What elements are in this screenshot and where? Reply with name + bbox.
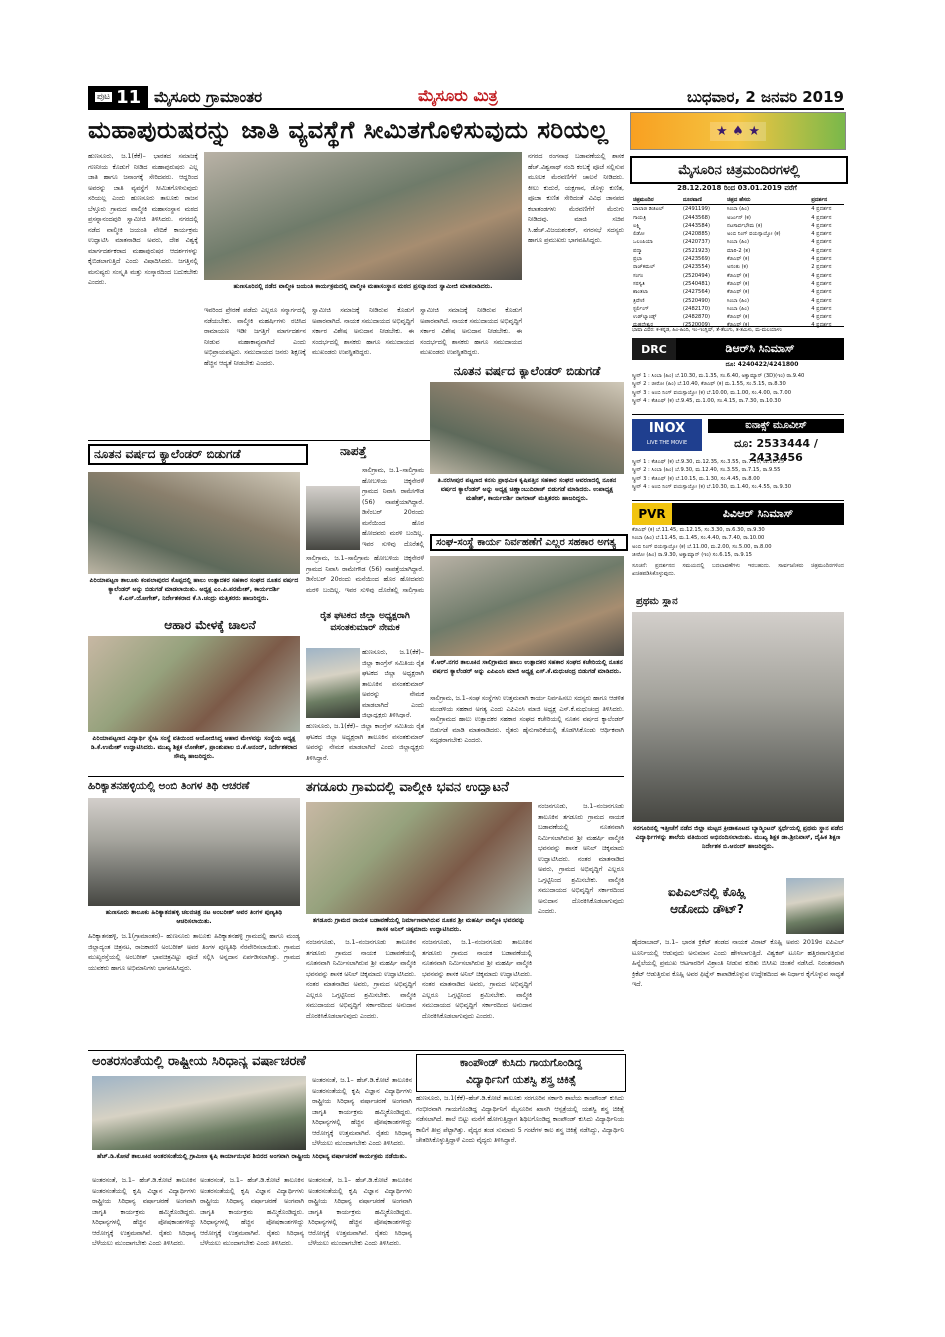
cinema-cell: ಕೆಜಿಎಫ್ (ಕ) (727, 322, 750, 329)
lead-photo (204, 152, 522, 280)
drc-logo: DRC (632, 338, 676, 360)
inox-show-row: ಸ್ಕ್ರೀನ್ 2 : ಸಿಂಬಾ (ಹಿಂ) ಬೆ.9.30, ಮ.12.40, ಸಂ.3.55, ರಾ.7.15, ರಾ.9.55 (632, 467, 781, 474)
ambedkar-text: ಹಿರಿಕ್ಯಾತನಹಳ್ಳಿ, ಜ.1(ಗ್ರಾಮಾಂತರ)– ಹುಣಸೂರು ತಾಲೂಕು ಹಿರಿಕ್ಯಾತನಹಳ್ಳಿ ಗ್ರಾಮದಲ್ಲಿ ಹಾಗೂ ಮಂಡ್ಯ ಜಿಲ್ಲಾದ್ಯಂತ ಚಿತ್ರನಟ, ರಾಜಕಾರಣಿ ಅಂಬರೀಶ್ ಅವರ ತಿಂಗಳ ಪುಣ್ಯತಿಥಿ ನೆರವೇರಿಸಲಾಯಿತು. ಗ್ರಾಮದ ಮುಖ್ಯರಸ್ತೆಯಲ್ಲಿ ಅಂಬರೀಶ್ ಭಾವಚಿತ್ರವಿಟ್ಟು ಪೂಜೆ ಸಲ್ಲಿಸಿ ಅನ್ನದಾನ ಏರ್ಪಡಿಸಲಾಗಿತ್ತು. ಗ್ರಾಮದ ಯುವಕರು ಹಾಗೂ ಅಭಿಮಾನಿಗಳು ಭಾಗವಹಿಸಿದ್ದರು. (88, 933, 300, 972)
feature-banner-art: ★ ♠ ★ (710, 122, 766, 141)
inox-logo-box (632, 419, 702, 451)
prathama-label: ಪ್ರಥಮ ಸ್ಥಾನ (636, 596, 678, 607)
compound-text: ಹುಣಸೂರು, ಜ.1(ಕೆಕೆ)–ಹೆಚ್.ಡಿ.ಕೋಟೆ ತಾಲೂಕು ಸರಗೂರಿನ ಸರ್ಕಾರಿ ಶಾಲೆಯ ಕಾಂಪೌಂಡ್ ಕುಸಿದು ಗಂಭೀರವಾಗಿ ಗಾಯಗೊಂಡಿದ್ದ ವಿದ್ಯಾರ್ಥಿನಿಗೆ ಮೈಸೂರಿನ ಖಾಸಗಿ ಆಸ್ಪತ್ರೆಯಲ್ಲಿ ಯಶಸ್ವಿ ಶಸ್ತ್ರ ಚಿಕಿತ್ಸೆ ನಡೆಸಲಾಗಿದೆ. ಶಾಲೆ ಬಿಟ್ಟು ಮನೆಗೆ ಹೋಗುತ್ತಿದ್ದಾಗ ಶಿಥಿಲಗೊಂಡಿದ್ದ ಕಾಂಪೌಂಡ್ ಕುಸಿದು ವಿದ್ಯಾರ್ಥಿನಿಯ ಕಾಲಿಗೆ ತೀವ್ರ ಪೆಟ್ಟಾಗಿತ್ತು. ವೈದ್ಯರ ತಂಡ ಸುಮಾರು 5 ಗಂಟೆಗಳ ಕಾಲ ಶಸ್ತ್ರ ಚಿಕಿತ್ಸೆ ನಡೆಸಿದ್ದು, ವಿದ್ಯಾರ್ಥಿನಿ ಚೇತರಿಸಿಕೊಳ್ಳುತ್ತಿದ್ದಾಳೆ ಎಂದು ವೈದ್ಯರು ತಿಳಿಸಿದ್ದಾರೆ. (416, 1095, 624, 1144)
header-rule (88, 108, 844, 110)
cinema-cell: 4 ಪ್ರದರ್ಶನ (811, 206, 832, 213)
issue-date: ಬುಧವಾರ, 2 ಜನವರಿ 2019 (687, 88, 844, 106)
cinema-cell: (2420737) (682, 239, 710, 246)
calendar-left-caption: ಪಿರಿಯಾಪಟ್ಟಣ ತಾಲೂಕು ಕಂಪಲಾಪುರದ ಕೊಪ್ಪದಲ್ಲಿ ಹಾಲು ಉತ್ಪಾದಕರ ಸಹಕಾರ ಸಂಘದ ನೂತನ ವರ್ಷದ ಕ್ಯಾಲೆಂಡರ್ ಅನ್ನು ಬಿಡುಗಡೆ ಮಾಡಲಾಯಿತು. ಅಧ್ಯಕ್ಷ ಎಂ.ಪಿ.ಪರಮೇಶ್, ಕಾರ್ಯದರ್ಶಿ ಕೆ.ಎಸ್.ಯೋಗೇಶ್, ನಿರ್ದೇಶಕರಾದ ಕೆ.ಸಿ.ಚಂದ್ರು ಮತ್ತಿತರರು ಹಾಜರಿದ್ದರು. (89, 577, 299, 602)
cinema-cell: ಕೆಜಿಎಫ್ (ಕ) (727, 272, 750, 279)
cinema-cell: ರಾಜ್‌ಕಮಲ್ (633, 264, 656, 271)
cinema-cell: (2420885) (682, 231, 710, 238)
valmiki-bhavana-headline: ತಗಡೂರು ಗ್ರಾಮದಲ್ಲಿ ವಾಲ್ಮೀಕಿ ಭವನ ಉದ್ಘಾಟನೆ (306, 780, 509, 795)
pvr-logo: PVR (632, 503, 672, 525)
cinema-row (632, 222, 844, 230)
sangha-headline: ಸಂಘ-ಸಂಸ್ಥೆ ಕಾರ್ಯ ನಿರ್ವಹಣೆಗೆ ಎಲ್ಲರ ಸಹಕಾರ ಅಗತ್ಯ (430, 534, 628, 551)
cinema-cell: 4 ಪ್ರದರ್ಶನ (811, 231, 832, 238)
cinema-cell: ಸಿಂಬಾ (ಹಿಂ) (727, 239, 749, 246)
drc-phone: ದೂ: 4240422/4241800 (725, 361, 799, 368)
valmiki-bhavana-text-2: ನಂಜನಗೂಡು, ಜ.1–ನಂಜನಗೂಡು ತಾಲೂಕಿನ ತಗಡೂರು ಗ್ರಾಮದ ನಾಯಕ ಬಡಾವಣೆಯಲ್ಲಿ ನೂತನವಾಗಿ ನಿರ್ಮಿಸಲಾಗಿರುವ ಶ್ರೀ ಮಹರ್ಷಿ ವಾಲ್ಮೀಕಿ ಭವನವನ್ನು ಶಾಸಕ ಅನಿಲ್ ಚಿಕ್ಕಮಾದು ಉದ್ಘಾಟಿಸಿದರು. ನಂತರ ಮಾತನಾಡಿದ ಅವರು, ಗ್ರಾಮದ ಅಭಿವೃದ್ಧಿಗೆ ಎಲ್ಲರೂ ಒಗ್ಗಟ್ಟಿನಿಂದ ಶ್ರಮಿಸಬೇಕು. ವಾಲ್ಮೀಕಿ ಸಮುದಾಯದ ಅಭಿವೃದ್ಧಿಗೆ ಸರ್ಕಾರದಿಂದ ಅನುದಾನ ದೊರಕಿಸಿಕೊಡಲಾಗುವುದು ಎಂದರು. (422, 939, 532, 1020)
inox-tagline: LIVE THE MOVIE (646, 440, 688, 446)
siridhanya-text-1: ಅಂತರಸಂತೆ, ಜ.1– ಹೆಚ್.ಡಿ.ಕೋಟೆ ತಾಲೂಕಿನ ಅಂತರಸಂತೆಯಲ್ಲಿ ಕೃಷಿ ವಿಜ್ಞಾನ ವಿದ್ಯಾರ್ಥಿಗಳು ರಾಷ್ಟ್ರೀಯ ಸಿರಿಧಾನ್ಯ ವರ್ಷಾಚರಣೆ ಅಂಗವಾಗಿ ಜಾಗೃತಿ ಕಾರ್ಯಕ್ರಮ ಹಮ್ಮಿಕೊಂಡಿದ್ದರು. ಸಿರಿಧಾನ್ಯಗಳಲ್ಲಿ ಹೆಚ್ಚಿನ ಪೋಷಕಾಂಶಗಳಿದ್ದು ಆರೋಗ್ಯಕ್ಕೆ ಉತ್ತಮವಾಗಿವೆ. ರೈತರು ಸಿರಿಧಾನ್ಯ ಬೆಳೆಯಲು ಮುಂದಾಗಬೇಕು ಎಂದು ತಿಳಿಸಿದರು. (92, 1177, 196, 1247)
ipl-photo (786, 878, 844, 934)
cinema-cell: (2520009) (682, 322, 710, 329)
inox-shows (632, 458, 844, 491)
cinema-cell: ಪದ್ಮಾ (633, 247, 643, 254)
cinema-table-header (632, 196, 844, 205)
cinema-cell: (2423554) (682, 264, 710, 271)
sangha-caption: ಕೆ.ಆರ್.ನಗರ ತಾಲೂಕಿನ ಸಾಲಿಗ್ರಾಮದ ಹಾಲು ಉತ್ಪಾದಕರ ಸಹಕಾರ ಸಂಘದ ಕಚೇರಿಯಲ್ಲಿ ನೂತನ ವರ್ಷದ ಕ್ಯಾಲೆಂಡರ್ ಅನ್ನು ಎಪಿಎಂಸಿ ಮಾಜಿ ಅಧ್ಯಕ್ಷ ಎಸ್.ಕೆ.ಮಧುಚಂದ್ರ ಬಿಡುಗಡೆ ಮಾಡಿದರು. (431, 659, 623, 675)
inox-show-row: ಸ್ಕ್ರೀನ್ 1 : ಕೆಜಿಎಫ್ (ಕ) ಬೆ.9.30, ಮ.12.35, ಸಂ.3.55, ರಾ.7.10, ರಾ.10.25 (632, 459, 785, 465)
sangha-photo (430, 556, 624, 656)
siridhanya-text-2: ಅಂತರಸಂತೆ, ಜ.1– ಹೆಚ್.ಡಿ.ಕೋಟೆ ತಾಲೂಕಿನ ಅಂತರಸಂತೆಯಲ್ಲಿ ಕೃಷಿ ವಿಜ್ಞಾನ ವಿದ್ಯಾರ್ಥಿಗಳು ರಾಷ್ಟ್ರೀಯ ಸಿರಿಧಾನ್ಯ ವರ್ಷಾಚರಣೆ ಅಂಗವಾಗಿ ಜಾಗೃತಿ ಕಾರ್ಯಕ್ರಮ ಹಮ್ಮಿಕೊಂಡಿದ್ದರು. ಸಿರಿಧಾನ್ಯಗಳಲ್ಲಿ ಹೆಚ್ಚಿನ ಪೋಷಕಾಂಶಗಳಿದ್ದು ಆರೋಗ್ಯಕ್ಕೆ ಉತ್ತಮವಾಗಿವೆ. ರೈತರು ಸಿರಿಧಾನ್ಯ ಬೆಳೆಯಲು ಮುಂದಾಗಬೇಕು ಎಂದು ತಿಳಿಸಿದರು. (200, 1177, 304, 1247)
page-prefix: ಪುಟ (96, 92, 111, 102)
ahara-caption: ಪಿರಿಯಾಪಟ್ಟಣದ ವಿದ್ಯಾರ್ಥಿ ಸ್ನೇಹಿ ಸಂಸ್ಥೆ ವತಿಯಿಂದ ಆಯೋಜಿಸಿದ್ದ ಆಹಾರ ಮೇಳವನ್ನು ಸಂಸ್ಥೆಯ ಅಧ್ಯಕ್ಷ ಡಿ.ಕೆ.ಉಮೇಶ್ ಉದ್ಘಾಟಿಸಿದರು. ಮುಖ್ಯ ಶಿಕ್ಷಕ ಲೋಕೇಶ್, ಪ್ರಾಂಶುಪಾಲ ಬಿ.ಕೆ.ಆನಂದ್, ನಿರ್ದೇಶಕರಾದ ಸೌಮ್ಯ ಹಾಜರಿದ್ದರು. (90, 735, 298, 760)
cinema-cell: (2482170) (682, 305, 710, 312)
napatte-text-top: ಸಾಲಿಗ್ರಾಮ, ಜ.1–ಸಾಲಿಗ್ರಾಮ ಹೋಬಳಿಯ ಚಿಕ್ಕನೇರಳೆ ಗ್ರಾಮದ ನಿವಾಸಿ ರಾಮೇಗೌಡ (56) ನಾಪತ್ತೆಯಾಗಿದ್ದಾರೆ. ಡಿಸೆಂಬರ್ 20ರಂದು ಮನೆಯಿಂದ ಹೊರ ಹೋದವರು ಮರಳಿ ಬಂದಿಲ್ಲ. ಇವರ ಸುಳಿವು ದೊರೆತಲ್ಲಿ (362, 467, 424, 548)
ipl-headline-2: ಆಡೋದು ಡೌಟ್? (670, 902, 744, 916)
pvr-show-row: ಕೆಜಿಎಫ್ (ಕ) ಬೆ.11.45, ಮ.12.15, ಸಂ.3.30, ರಾ.6.30, ರಾ.9.30 (632, 527, 765, 533)
valmiki-bhavana-caption: ತಗಡೂರು ಗ್ರಾಮದ ನಾಯಕ ಬಡಾವಣೆಯಲ್ಲಿ ನಿರ್ಮಾಣವಾಗಿರುವ ನೂತನ ಶ್ರೀ ಮಹರ್ಷಿ ವಾಲ್ಮೀಕಿ ಭವನವನ್ನು ಶಾಸಕ ಅನಿಲ್ ಚಿಕ್ಕಮಾದು ಉದ್ಘಾಟಿಸಿದರು. (312, 917, 526, 933)
cinema-cell: 4 ಪ್ರದರ್ಶನ (811, 256, 832, 263)
raitha-text-more: ಹುಣಸೂರು, ಜ.1(ಕೆಕೆ)– ಜಿಲ್ಲಾ ಕಾಂಗ್ರೆಸ್ ಸಮಿತಿಯ ರೈತ ಘಟಕದ ಜಿಲ್ಲಾ ಅಧ್ಯಕ್ಷರಾಗಿ ತಾಲೂಕಿನ ವಸಂತಕುಮಾರ್ ಅವರನ್ನು ನೇಮಕ ಮಾಡಲಾಗಿದೆ ಎಂದು ಜಿಲ್ಲಾಧ್ಯಕ್ಷರು ತಿಳಿಸಿದ್ದಾರೆ. (306, 723, 424, 762)
inox-show-row: ಸ್ಕ್ರೀನ್ 3 : ಕೆಜಿಎಫ್ (ಕ) ಬೆ.10.15, ಮ.1.30, ಸಂ.4.45, ರಾ.8.00 (632, 475, 760, 482)
siridhanya-photo (92, 1076, 306, 1150)
valmiki-bhavana-photo (306, 802, 532, 914)
cinema-cell: (2443584) (682, 222, 710, 229)
calendar-left-headline: ನೂತನ ವರ್ಷದ ಕ್ಯಾಲೆಂಡರ್ ಬಿಡುಗಡೆ (88, 444, 308, 465)
drc-name: ಡಿಆರ್‌ಸಿ ಸಿನಿಮಾಸ್ (676, 338, 844, 360)
cinema-row (632, 313, 844, 321)
siridhanya-text-side: ಅಂತರಸಂತೆ, ಜ.1– ಹೆಚ್.ಡಿ.ಕೋಟೆ ತಾಲೂಕಿನ ಅಂತರಸಂತೆಯಲ್ಲಿ ಕೃಷಿ ವಿಜ್ಞಾನ ವಿದ್ಯಾರ್ಥಿಗಳು ರಾಷ್ಟ್ರೀಯ ಸಿರಿಧಾನ್ಯ ವರ್ಷಾಚರಣೆ ಅಂಗವಾಗಿ ಜಾಗೃತಿ ಕಾರ್ಯಕ್ರಮ ಹಮ್ಮಿಕೊಂಡಿದ್ದರು. ಸಿರಿಧಾನ್ಯಗಳಲ್ಲಿ ಹೆಚ್ಚಿನ ಪೋಷಕಾಂಶಗಳಿದ್ದು ಆರೋಗ್ಯಕ್ಕೆ ಉತ್ತಮವಾಗಿವೆ. ರೈತರು ಸಿರಿಧಾನ್ಯ ಬೆಳೆಯಲು ಮುಂದಾಗಬೇಕು ಎಂದು ತಿಳಿಸಿದರು. (312, 1077, 412, 1147)
inox-name: ಐನಾಕ್ಸ್ ಮೂವೀಸ್ (708, 419, 844, 433)
cinema-cell: ಕೆಜಿಎಫ್ (ಕ) (727, 289, 750, 296)
cinema-cell: 4 ಪ್ರದರ್ಶನ (811, 222, 832, 229)
pvr-show-row: ಜೀರೋ (ಹಿಂ) ರಾ.9.30, ಅಕ್ವಾಮ್ಯಾನ್ (ಇಂ) ಸಂ.6.15, ರಾ.9.15 (632, 551, 752, 558)
cinema-row (632, 230, 844, 238)
cinema-cell: 4 ಪ್ರದರ್ಶನ (811, 322, 832, 329)
ambedkar-photo (88, 798, 300, 906)
page-number: 11 (116, 86, 142, 108)
inox-show-row: ಸ್ಕ್ರೀನ್ 4 : ಅಂಬಿ ನಿಂಗ್ ವಯಸ್ಸಾಯ್ತೋ (ಕ) ಬೆ.10.30, ಮ.1.40, ಸಂ.4.55, ರಾ.9.30 (632, 483, 791, 490)
napatte-photo (306, 486, 360, 550)
pvr-show-row: ಅಂಬಿ ನಿಂಗ್ ವಯಸ್ಸಾಯ್ತೋ (ಕ) ಬೆ.11.00, ಮ.2.00, ಸಂ.5.00, ರಾ.8.00 (632, 543, 772, 550)
prathama-caption: ಸರಗೂರಿನಲ್ಲಿ ಇತ್ತೀಚೆಗೆ ನಡೆದ ಜಿಲ್ಲಾ ಮಟ್ಟದ ಕ್ರೀಡಾಕೂಟದ ಬ್ಯಾಡ್ಮಿಂಟನ್ ಸ್ಪರ್ಧೆಯಲ್ಲಿ ಪ್ರಥಮ ಸ್ಥಾನ ಪಡೆದ ವಿದ್ಯಾರ್ಥಿಗಳನ್ನು ಶಾಲೆಯ ವತಿಯಿಂದ ಅಭಿನಂದಿಸಲಾಯಿತು. ಮುಖ್ಯ ಶಿಕ್ಷಕ ಡಾ.ಶ್ರೀನಿವಾಸ್, ದೈಹಿಕ ಶಿಕ್ಷಣ ನಿರ್ದೇಶಕ ಬಿ.ಆನಂದ್ ಹಾಜರಿದ್ದರು. (633, 825, 843, 850)
cinema-cell: ಅನಂತು (ಕ) (727, 264, 749, 271)
cinema-cell: ಉಡ್‌ಲ್ಯಾಂಡ್ಸ್ (633, 314, 657, 321)
cinema-date-range: 28.12.2018 ರಿಂದ 03.01.2019 ವರೆಗೆ (677, 184, 797, 192)
cinema-row (632, 263, 844, 271)
valmiki-bhavana-text-right: ನಂಜನಗೂಡು, ಜ.1–ನಂಜನಗೂಡು ತಾಲೂಕಿನ ತಗಡೂರು ಗ್ರಾಮದ ನಾಯಕ ಬಡಾವಣೆಯಲ್ಲಿ ನೂತನವಾಗಿ ನಿರ್ಮಿಸಲಾಗಿರುವ ಶ್ರೀ ಮಹರ್ಷಿ ವಾಲ್ಮೀಕಿ ಭವನವನ್ನು ಶಾಸಕ ಅನಿಲ್ ಚಿಕ್ಕಮಾದು ಉದ್ಘಾಟಿಸಿದರು. ನಂತರ ಮಾತನಾಡಿದ ಅವರು, ಗ್ರಾಮದ ಅಭಿವೃದ್ಧಿಗೆ ಎಲ್ಲರೂ ಒಗ್ಗಟ್ಟಿನಿಂದ ಶ್ರಮಿಸಬೇಕು. ವಾಲ್ಮೀಕಿ ಸಮುದಾಯದ ಅಭಿವೃದ್ಧಿಗೆ ಸರ್ಕಾರದಿಂದ ಅನುದಾನ ದೊರಕಿಸಿಕೊಡಲಾಗುವುದು ಎಂದರು. (538, 803, 624, 915)
drc-show-row: ಸ್ಕ್ರೀನ್ 4 : ಕೆಜಿಎಫ್ (ಕ) ಬೆ.9.45, ಮ.1.00, ಸಂ.4.15, ರಾ.7.30, ರಾ.10.30 (632, 397, 781, 404)
prathama-photo (632, 612, 844, 822)
lead-photo-caption: ಹುಣಸೂರಿನಲ್ಲಿ ನಡೆದ ವಾಲ್ಮೀಕಿ ಜಯಂತಿ ಕಾರ್ಯಕ್ರಮದಲ್ಲಿ ವಾಲ್ಮೀಕಿ ಮಹಾಸಂಸ್ಥಾನ ಮಠದ ಪ್ರಸನ್ನಾನಂದ ಸ್ವಾಮೀಜಿ ಮಾತನಾಡಿದರು. (233, 283, 493, 290)
cinema-cell: (2423569) (682, 256, 710, 263)
cinema-cell: ಬಾಲಾಜಿ ಡಿಜಿಟಲ್ (633, 206, 664, 213)
inox-phone: ದೂ: 2533444 / 2433456 (734, 437, 818, 464)
drc-show-row: ಸ್ಕ್ರೀನ್ 3 : ಅಂಬಿ ನಿಂಗ್ ವಯಸ್ಸಾಯ್ತೋ (ಕ) ಬೆ.10.00, ಮ.1.00, ಸಂ.4.00, ರಾ.7.00 (632, 389, 791, 396)
lead-column-4: ನಗರದ ರಂಗನಾಥ ಬಡಾವಣೆಯಲ್ಲಿ ಶಾಸಕ ಹೆಚ್.ವಿಶ್ವನಾಥ್ ನಂದಿ ಕಂಬಕ್ಕೆ ಪೂಜೆ ಸಲ್ಲಿಸುವ ಮೂಲಕ ಮೆರವಣಿಗೆಗೆ ಚಾಲನೆ ನೀಡಿದರು. ಕೀಲು ಕುದುರೆ, ಯಕ್ಷಗಾನ, ಡೊಳ್ಳು ಕುಣಿತ, ಪೂಜಾ ಕುಣಿತ ಸೇರಿದಂತೆ ವಿವಿಧ ಜಾನಪದ ಕಲಾತಂಡಗಳು ಮೆರವಣಿಗೆಗೆ ಮೆರುಗು ನೀಡಿದವು. ಮಾಜಿ ಸಚಿವ ಸಿ.ಹೆಚ್.ವಿಜಯಶಂಕರ್, ನಗರಸಭೆ ಸದಸ್ಯರು ಹಾಗೂ ಪ್ರಮುಖರು ಭಾಗವಹಿಸಿದ್ದರು. (528, 153, 624, 244)
lead-column-2: ಇವರಿಂದ ಪ್ರೇರಣೆ ಪಡೆದು ಎಲ್ಲರೂ ಸನ್ಮಾರ್ಗದಲ್ಲಿ ನಡೆಯಬೇಕು. ವಾಲ್ಮೀಕಿ ಮಹರ್ಷಿಗಳು ರಚಿಸಿದ ರಾಮಾಯಣ ಇಡೀ ಜಗತ್ತಿಗೆ ಮಾರ್ಗದರ್ಶನ ನೀಡುವ ಮಹಾಕಾವ್ಯವಾಗಿದೆ ಎಂದು ಅಭಿಪ್ರಾಯಪಟ್ಟರು. ಸಮುದಾಯದ ಜನರು ಶಿಕ್ಷಣಕ್ಕೆ ಹೆಚ್ಚಿನ ಆದ್ಯತೆ ನೀಡಬೇಕು ಎಂದರು. (204, 307, 306, 367)
raitha-text: ಹುಣಸೂರು, ಜ.1(ಕೆಕೆ)– ಜಿಲ್ಲಾ ಕಾಂಗ್ರೆಸ್ ಸಮಿತಿಯ ರೈತ ಘಟಕದ ಜಿಲ್ಲಾ ಅಧ್ಯಕ್ಷರಾಗಿ ತಾಲೂಕಿನ ವಸಂತಕುಮಾರ್ ಅವರನ್ನು ನೇಮಕ ಮಾಡಲಾಗಿದೆ ಎಂದು ಜಿಲ್ಲಾಧ್ಯಕ್ಷರು ತಿಳಿಸಿದ್ದಾರೆ. (362, 649, 424, 718)
calendar-mid-headline: ನೂತನ ವರ್ಷದ ಕ್ಯಾಲೆಂಡರ್ ಬಿಡುಗಡೆ (453, 364, 601, 378)
drc-banner (632, 338, 844, 360)
cinema-row (632, 238, 844, 246)
cinema-cell: (2427564) (682, 289, 710, 296)
middle-rule (88, 776, 624, 777)
cinema-cell: ಸಿಂಬಾ (ಹಿಂ) (727, 206, 749, 213)
cinema-legend: ಭಾಷಾ ವಿವರ: ಕ-ಕನ್ನಡ, ಹಿಂ-ಹಿಂದಿ, ಇಂ-ಇಂಗ್ಲಿಷ್, ತೆ-ತೆಲುಗು, ತ-ತಮಿಳು, ಮ-ಮಲಯಾಳಂ (632, 326, 844, 334)
raitha-photo (306, 648, 360, 718)
cinema-table (632, 196, 844, 330)
inox-logo: INOX (648, 421, 686, 436)
cinema-cell: (2482870) (682, 314, 710, 321)
cinema-cell: (2520494) (682, 272, 710, 279)
siridhanya-text-3: ಅಂತರಸಂತೆ, ಜ.1– ಹೆಚ್.ಡಿ.ಕೋಟೆ ತಾಲೂಕಿನ ಅಂತರಸಂತೆಯಲ್ಲಿ ಕೃಷಿ ವಿಜ್ಞಾನ ವಿದ್ಯಾರ್ಥಿಗಳು ರಾಷ್ಟ್ರೀಯ ಸಿರಿಧಾನ್ಯ ವರ್ಷಾಚರಣೆ ಅಂಗವಾಗಿ ಜಾಗೃತಿ ಕಾರ್ಯಕ್ರಮ ಹಮ್ಮಿಕೊಂಡಿದ್ದರು. ಸಿರಿಧಾನ್ಯಗಳಲ್ಲಿ ಹೆಚ್ಚಿನ ಪೋಷಕಾಂಶಗಳಿದ್ದು ಆರೋಗ್ಯಕ್ಕೆ ಉತ್ತಮವಾಗಿವೆ. ರೈತರು ಸಿರಿಧಾನ್ಯ ಬೆಳೆಯಲು ಮುಂದಾಗಬೇಕು ಎಂದು ತಿಳಿಸಿದರು. (308, 1177, 412, 1247)
cinema-cell: ಪ್ರಭಾ (633, 256, 642, 263)
sangha-text: ಸಾಲಿಗ್ರಾಮ, ಜ.1–ಸಂಘ ಸಂಸ್ಥೆಗಳು ಉತ್ತಮವಾಗಿ ಕಾರ್ಯ ನಿರ್ವಹಿಸಲು ಸದಸ್ಯರು ಹಾಗೂ ಆಡಳಿತ ಮಂಡಳಿಯ ಸಹಕಾರ ಅಗತ್ಯ ಎಂದು ಎಪಿಎಂಸಿ ಮಾಜಿ ಅಧ್ಯಕ್ಷ ಎಸ್.ಕೆ.ಮಧುಚಂದ್ರ ತಿಳಿಸಿದರು. ಸಾಲಿಗ್ರಾಮದ ಹಾಲು ಉತ್ಪಾದಕರ ಸಹಕಾರ ಸಂಘದ ಕಚೇರಿಯಲ್ಲಿ ನೂತನ ವರ್ಷದ ಕ್ಯಾಲೆಂಡರ್ ಬಿಡುಗಡೆ ಮಾಡಿ ಮಾತನಾಡಿದರು. ರೈತರು ಹೈನುಗಾರಿಕೆಯಲ್ಲಿ ತೊಡಗಿಸಿಕೊಂಡು ಆರ್ಥಿಕವಾಗಿ ಸದೃಢರಾಗಬೇಕು ಎಂದರು. (430, 695, 624, 744)
cinema-cell: 4 ಪ್ರದರ್ಶನ (811, 305, 832, 312)
siridhanya-caption: ಹೆಚ್.ಡಿ.ಕೋಟೆ ತಾಲೂಕಿನ ಅಂತರಸಂತೆಯಲ್ಲಿ ಗ್ರಾಮೀಣ ಕೃಷಿ ಕಾರ್ಯಾನುಭವ ಶಿಬಿರದ ಅಂಗವಾಗಿ ರಾಷ್ಟ್ರೀಯ ಸಿರಿಧಾನ್ಯ ವರ್ಷಾಚರಣೆ ಕಾರ್ಯಕ್ರಮ ನಡೆಯಿತು. (96, 1153, 408, 1160)
pvr-banner (632, 500, 844, 525)
cinema-row (632, 305, 844, 313)
lower-rule (88, 1050, 624, 1051)
cinema-row (632, 255, 844, 263)
ambedkar-headline: ಹಿರಿಕ್ಯಾತನಹಳ್ಳಿಯಲ್ಲಿ ಅಂಬಿ ತಿಂಗಳ ತಿಥಿ ಆಚರಣೆ (88, 780, 250, 792)
cinema-cell: (2520490) (682, 297, 710, 304)
cinema-cell: ನಟಸಾರ್ವಭೌಮ (ಕ) (727, 222, 763, 229)
drc-shows (632, 372, 844, 405)
ahara-photo (88, 636, 300, 732)
cinema-col-header: ಪ್ರದರ್ಶನ (810, 196, 844, 205)
cinema-cell: 2 ಪ್ರದರ್ಶನ (811, 264, 832, 271)
cinema-cell: (2443568) (682, 214, 710, 221)
calendar-mid-photo (430, 382, 624, 474)
cinema-cell: 4 ಪ್ರದರ್ಶನ (811, 297, 832, 304)
feature-banner (630, 112, 846, 150)
cinema-title: ಮೈಸೂರಿನ ಚಿತ್ರಮಂದಿರಗಳಲ್ಲಿ (630, 156, 848, 184)
pvr-shows (632, 526, 844, 559)
cinema-cell: (2521923) (682, 247, 710, 254)
cinema-cell: ಲಿಡೋ (633, 231, 645, 238)
ipl-headline (632, 884, 782, 918)
paper-name: ಮೈಸೂರು ಮಿತ್ರ (418, 86, 498, 105)
cinema-row (632, 297, 844, 305)
compound-headline-1: ಕಾಂಪೌಂಡ್ ಕುಸಿದು ಗಾಯಗೊಂಡಿದ್ದ (460, 1057, 582, 1069)
cinema-cell: ಕೆಜಿಎಫ್ (ಕ) (727, 314, 750, 321)
cinema-row (632, 288, 844, 296)
cinema-cell: ಮಾರಿ-2 (ತ) (727, 247, 751, 254)
cinema-row (632, 214, 844, 222)
cinema-cell: ಕೆಜಿಎಫ್ (ಕ) (727, 280, 750, 287)
pvr-name: ಪಿವಿಆರ್ ಸಿನಿಮಾಸ್ (672, 503, 844, 525)
ambedkar-caption: ಹುಣಸೂರು ತಾಲೂಕು ಹಿರಿಕ್ಯಾತನಹಳ್ಳಿ ಚಲನಚಿತ್ರ ನಟ ಅಂಬರೀಶ್ ಅವರ ತಿಂಗಳ ಪುಣ್ಯತಿಥಿ ಆಚರಿಸಲಾಯಿತು. (105, 909, 283, 925)
lead-column-3b: ಸ್ವಾಮೀಜಿ ಸಮಾಜಕ್ಕೆ ನೀಡಿರುವ ಕೊಡುಗೆ ಅಪಾರವಾಗಿದೆ. ನಾಯಕ ಸಮುದಾಯದ ಅಭಿವೃದ್ಧಿಗೆ ಸರ್ಕಾರ ವಿಶೇಷ ಅನುದಾನ ನೀಡಬೇಕು. ಈ ಸಂದರ್ಭದಲ್ಲಿ ಶಾಸಕರು ಹಾಗೂ ಸಮುದಾಯದ ಮುಖಂಡರು ಉಪಸ್ಥಿತರಿದ್ದರು. (420, 307, 522, 356)
cinema-cell: ಸಿಂಬಾ (ಹಿಂ) (727, 305, 749, 312)
cinema-col-header: ದೂರವಾಣಿ (682, 196, 726, 205)
ipl-headline-1: ಐಪಿಎಲ್‌ನಲ್ಲಿ ಕೊಹ್ಲಿ (668, 885, 746, 899)
cinema-cell: ಅರ್ಜುನ್ (ಕ) (727, 214, 751, 221)
ahara-headline: ಆಹಾರ ಮೇಳಕ್ಕೆ ಚಾಲನೆ (164, 618, 256, 632)
calendar-left-photo (88, 472, 300, 574)
cinema-row (632, 272, 844, 280)
page-header (88, 86, 844, 108)
cinema-cell: ಒಲಂಪಿಯಾ (633, 239, 653, 246)
cinema-col-header: ಚಿತ್ರಮಂದಿರ (632, 196, 682, 205)
compound-headline-box (416, 1054, 626, 1092)
cinema-cell: ಸ್ಟರ್ಲಿಂಗ್ (633, 305, 649, 312)
cinema-row (632, 280, 844, 288)
cinema-cell: (2540481) (682, 280, 710, 287)
cinema-cell: ಶಾಂತಲಾ (633, 289, 648, 296)
cinema-cell: 4 ಪ್ರದರ್ಶನ (811, 280, 832, 287)
section-title: ಮೈಸೂರು ಗ್ರಾಮಾಂತರ (154, 88, 263, 106)
cinema-row (632, 205, 844, 214)
cinema-cell: 4 ಪ್ರದರ್ಶನ (811, 272, 832, 279)
drc-show-row: ಸ್ಕ್ರೀನ್ 2 : ಜೀರೋ (ಹಿಂ) ಬೆ.10.40, ಕೆಜಿಎಫ್ (ಕ) ಮ.1.55, ಸಂ.5.15, ರಾ.8.30 (632, 381, 786, 388)
napatte-text: ಸಾಲಿಗ್ರಾಮ, ಜ.1–ಸಾಲಿಗ್ರಾಮ ಹೋಬಳಿಯ ಚಿಕ್ಕನೇರಳೆ ಗ್ರಾಮದ ನಿವಾಸಿ ರಾಮೇಗೌಡ (56) ನಾಪತ್ತೆಯಾಗಿದ್ದಾರೆ. ಡಿಸೆಂಬರ್ 20ರಂದು ಮನೆಯಿಂದ ಹೊರ ಹೋದವರು ಮರಳಿ ಬಂದಿಲ್ಲ. ಇವರ ಸುಳಿವು ದೊರೆತಲ್ಲಿ ಸಾಲಿಗ್ರಾಮ (306, 555, 424, 594)
drc-show-row: ಸ್ಕ್ರೀನ್ 1 : ಸಿಂಬಾ (ಹಿಂ) ಬೆ.10.30, ಮ.1.35, ಸಂ.6.40, ಅಕ್ವಾಮ್ಯಾನ್ (3D)(ಇಂ) ರಾ.9.40 (632, 373, 805, 379)
cinema-cell: 4 ಪ್ರದರ್ಶನ (811, 214, 832, 221)
siridhanya-headline: ಅಂತರಸಂತೆಯಲ್ಲಿ ರಾಷ್ಟ್ರೀಯ ಸಿರಿಧಾನ್ಯ ವರ್ಷಾಚರಣೆ (92, 1054, 306, 1069)
lead-headline: ಮಹಾಪುರುಷರನ್ನು ಜಾತಿ ವ್ಯವಸ್ಥೆಗೆ ಸೀಮಿತಗೊಳಿಸುವುದು ಸರಿಯಲ್ಲ (88, 116, 609, 144)
cinema-col-header: ಚಿತ್ರದ ಹೆಸರು (726, 196, 810, 205)
cinema-cell: ಸಿಂಬಾ (ಹಿಂ) (727, 297, 749, 304)
lead-column-1: ಹುಣಸೂರು, ಜ.1(ಕೆಕೆ)– ಭಾರತದ ಸಮಾಜಕ್ಕೆ ಗಣನೀಯ ಕೊಡುಗೆ ನೀಡಿದ ಮಹಾಪುರುಷರು ಎಲ್ಲ ಜಾತಿ ಹಾಗೂ ಜನಾಂಗಕ್ಕೆ ಸೇರಿದವರು. ಆದ್ದರಿಂದ ಅವರನ್ನು ಜಾತಿ ವ್ಯವಸ್ಥೆಗೆ ಸೀಮಿತಗೊಳಿಸುವುದು ಸರಿಯಲ್ಲ ಎಂದು ಹುಣಸೂರು ತಾಲೂಕು ರಾಜನ ಬೆಳ್ತೂರು ಗ್ರಾಮದ ವಾಲ್ಮೀಕಿ ಮಹಾಸಂಸ್ಥಾನ ಮಠದ ಪ್ರಸನ್ನಾನಂದಪುರಿ ಸ್ವಾಮೀಜಿ ತಿಳಿಸಿದರು. ನಗರದಲ್ಲಿ ನಡೆದ ವಾಲ್ಮೀಕಿ ಜಯಂತಿ ವೇದಿಕೆ ಕಾರ್ಯಕ್ರಮ ಉದ್ಘಾಟಿಸಿ ಮಾತನಾಡಿದ ಅವರು, ದೇಶ ವಿಶ್ವಕ್ಕೆ ಮಾರ್ಗದರ್ಶಕರಾದ ಮಹಾಪುರುಷರ ಆದರ್ಶಗಳನ್ನು ಕೈಬಿಡಲಾಗುತ್ತಿದೆ ಎಂದು ವಿಷಾದಿಸಿದರು. ಜಗತ್ತಿನಲ್ಲಿ ಮನುಷ್ಯರು ಸಂಸ್ಕೃತಿ ಮತ್ತು ಸಂಸ್ಕಾರದಿಂದ ಬದುಕಬೇಕು ಎಂದರು. (88, 153, 198, 286)
cinema-cell: ಸರಸ್ವತಿ (633, 280, 645, 287)
napatte-title: ನಾಪತ್ತೆ (340, 444, 367, 458)
valmiki-bhavana-text-1: ನಂಜನಗೂಡು, ಜ.1–ನಂಜನಗೂಡು ತಾಲೂಕಿನ ತಗಡೂರು ಗ್ರಾಮದ ನಾಯಕ ಬಡಾವಣೆಯಲ್ಲಿ ನೂತನವಾಗಿ ನಿರ್ಮಿಸಲಾಗಿರುವ ಶ್ರೀ ಮಹರ್ಷಿ ವಾಲ್ಮೀಕಿ ಭವನವನ್ನು ಶಾಸಕ ಅನಿಲ್ ಚಿಕ್ಕಮಾದು ಉದ್ಘಾಟಿಸಿದರು. ನಂತರ ಮಾತನಾಡಿದ ಅವರು, ಗ್ರಾಮದ ಅಭಿವೃದ್ಧಿಗೆ ಎಲ್ಲರೂ ಒಗ್ಗಟ್ಟಿನಿಂದ ಶ್ರಮಿಸಬೇಕು. ವಾಲ್ಮೀಕಿ ಸಮುದಾಯದ ಅಭಿವೃದ್ಧಿಗೆ ಸರ್ಕಾರದಿಂದ ಅನುದಾನ ದೊರಕಿಸಿಕೊಡಲಾಗುವುದು ಎಂದರು. (306, 939, 416, 1020)
compound-headline-2: ವಿದ್ಯಾರ್ಥಿನಿಗೆ ಯಶಸ್ವಿ ಶಸ್ತ್ರ ಚಿಕಿತ್ಸೆ (466, 1074, 576, 1086)
pvr-show-row: ಸಿಂಬಾ (ಹಿಂ) ಬೆ.11.45, ಮ.1.45, ಸಂ.4.40, ರಾ.7.40, ರಾ.10.00 (632, 535, 765, 542)
page-number-box (88, 86, 148, 108)
cinema-cell: 4 ಪ್ರದರ್ಶನ (811, 289, 832, 296)
cinema-cell: 4 ಪ್ರದರ್ಶನ (811, 314, 832, 321)
cinema-cell: ಅಂಬಿ ನಿಂಗ್ ವಯಸ್ಸಾಯ್ತೋ (ಕ) (727, 231, 781, 238)
ipl-text: ಹೈದರಾಬಾದ್, ಜ.1– ಭಾರತ ಕ್ರಿಕೆಟ್ ತಂಡದ ನಾಯಕ ವಿರಾಟ್ ಕೊಹ್ಲಿ ಅವರು 2019ರ ಐಪಿಎಲ್ ಟೂರ್ನಿಯಲ್ಲಿ ಆಡುವುದು ಅನುಮಾನ ಎಂದು ಹೇಳಲಾಗುತ್ತಿದೆ. ವಿಶ್ವಕಪ್ ಟೂರ್ನಿ ಹತ್ತಿರವಾಗುತ್ತಿರುವ ಹಿನ್ನೆಲೆಯಲ್ಲಿ ಪ್ರಮುಖ ಆಟಗಾರರಿಗೆ ವಿಶ್ರಾಂತಿ ನೀಡುವ ಕುರಿತು ಬಿಸಿಸಿಐ ಚಿಂತನೆ ನಡೆಸಿದೆ. ನಿರಂತರವಾಗಿ ಕ್ರಿಕೆಟ್ ಆಡುತ್ತಿರುವ ಕೊಹ್ಲಿ ಅವರ ಫಿಟ್ನೆಸ್ ಕಾಪಾಡಿಕೊಳ್ಳುವ ಉದ್ದೇಶದಿಂದ ಈ ನಿರ್ಧಾರ ಕೈಗೊಳ್ಳುವ ಸಾಧ್ಯತೆ ಇದೆ. (632, 939, 844, 988)
cinema-cell: ಸಂಗಂ (633, 272, 644, 279)
calendar-mid-caption: ತಿ.ನರಸೀಪುರ ಪಟ್ಟಣದ ಕನಸು ಪ್ರಾಥಮಿಕ ಕೃಷಿಪತ್ತಿನ ಸಹಕಾರ ಸಂಘದ ಆವರಣದಲ್ಲಿ ನೂತನ ವರ್ಷದ ಕ್ಯಾಲೆಂಡರ್ ಅನ್ನು ಅಧ್ಯಕ್ಷ ಚಿಣ್ಣಾಂಬುದಿರಾಜ್ ಬಿಡುಗಡೆ ಮಾಡಿದರು. ಉಪಾಧ್ಯಕ್ಷ ಮಹೇಶ್, ಕಾರ್ಯದರ್ಶಿ ನಾಗರಾಜ್ ಮತ್ತಿತರರು ಹಾಜರಿದ್ದರು. (437, 477, 617, 502)
cinema-row (632, 247, 844, 255)
cinema-cell: ತ್ರಿವೇಣಿ (633, 297, 645, 304)
cinema-cell: ಗಾಯತ್ರಿ (633, 214, 647, 221)
pvr-note: ಸೂಚನೆ: ಪ್ರದರ್ಶನದ ಸಮಯದಲ್ಲಿ ಬದಲಾವಣೆಗಳು ಇರಬಹುದು. ಸಾರ್ವಜನಿಕರು ಚಿತ್ರಮಂದಿರಗಳಿಂದ ಖಚಿತಪಡಿಸಿಕೊಳ್ಳುವುದು. (632, 563, 844, 577)
cinema-cell: 4 ಪ್ರದರ್ಶನ (811, 239, 832, 246)
cinema-cell: 4 ಪ್ರದರ್ಶನ (811, 247, 832, 254)
lead-column-3: ಸ್ವಾಮೀಜಿ ಸಮಾಜಕ್ಕೆ ನೀಡಿರುವ ಕೊಡುಗೆ ಅಪಾರವಾಗಿದೆ. ನಾಯಕ ಸಮುದಾಯದ ಅಭಿವೃದ್ಧಿಗೆ ಸರ್ಕಾರ ವಿಶೇಷ ಅನುದಾನ ನೀಡಬೇಕು. ಈ ಸಂದರ್ಭದಲ್ಲಿ ಶಾಸಕರು ಹಾಗೂ ಸಮುದಾಯದ ಮುಖಂಡರು ಉಪಸ್ಥಿತರಿದ್ದರು. (312, 307, 414, 356)
cinema-cell: ಕೆಜಿಎಫ್ (ಕ) (727, 256, 750, 263)
raitha-title: ರೈತ ಘಟಕದ ಜಿಲ್ಲಾ ಅಧ್ಯಕ್ಷರಾಗಿ ವಸಂತಕುಮಾರ್ ನೇಮಕ (320, 611, 410, 633)
cinema-cell: ಮಹದೇಶ್ವರ (633, 322, 654, 329)
cinema-cell: ಲಕ್ಷ್ಮಿ (633, 222, 641, 229)
cinema-cell: (2491199) (682, 206, 710, 213)
